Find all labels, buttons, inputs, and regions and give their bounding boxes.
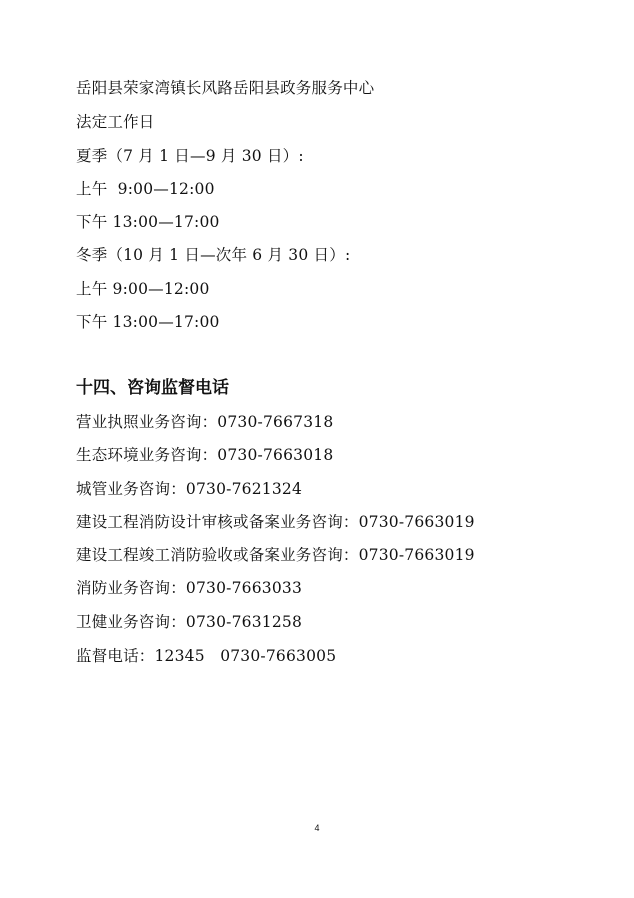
summer-morning-hours: 上午 9:00—12:00	[76, 180, 215, 198]
summer-hours-label: 夏季（7 月 1 日—9 月 30 日）:	[76, 147, 304, 165]
phone-line-supervision: 监督电话：12345 0730-7663005	[76, 647, 337, 665]
phone-line-business-license: 营业执照业务咨询：0730-7667318	[76, 413, 334, 431]
service-center-address: 岳阳县荣家湾镇长风路岳阳县政务服务中心	[76, 79, 375, 97]
phone-line-urban-management: 城管业务咨询：0730-7621324	[76, 480, 303, 498]
section-heading: 十四、咨询监督电话	[76, 378, 229, 398]
winter-hours-label: 冬季（10 月 1 日—次年 6 月 30 日）:	[76, 246, 351, 264]
phone-line-fire-design-review: 建设工程消防设计审核或备案业务咨询：0730-7663019	[76, 513, 475, 531]
winter-morning-hours: 上午 9:00—12:00	[76, 280, 210, 298]
winter-afternoon-hours: 下午 13:00—17:00	[76, 313, 220, 331]
phone-line-ecology: 生态环境业务咨询：0730-7663018	[76, 446, 334, 464]
workdays-text: 法定工作日	[76, 113, 155, 131]
phone-line-health: 卫健业务咨询：0730-7631258	[76, 613, 303, 631]
page-number: 4	[314, 823, 320, 833]
phone-line-fire-completion-acceptance: 建设工程竣工消防验收或备案业务咨询：0730-7663019	[76, 546, 475, 564]
phone-line-fire-service: 消防业务咨询：0730-7663033	[76, 579, 303, 597]
summer-afternoon-hours: 下午 13:00—17:00	[76, 213, 220, 231]
